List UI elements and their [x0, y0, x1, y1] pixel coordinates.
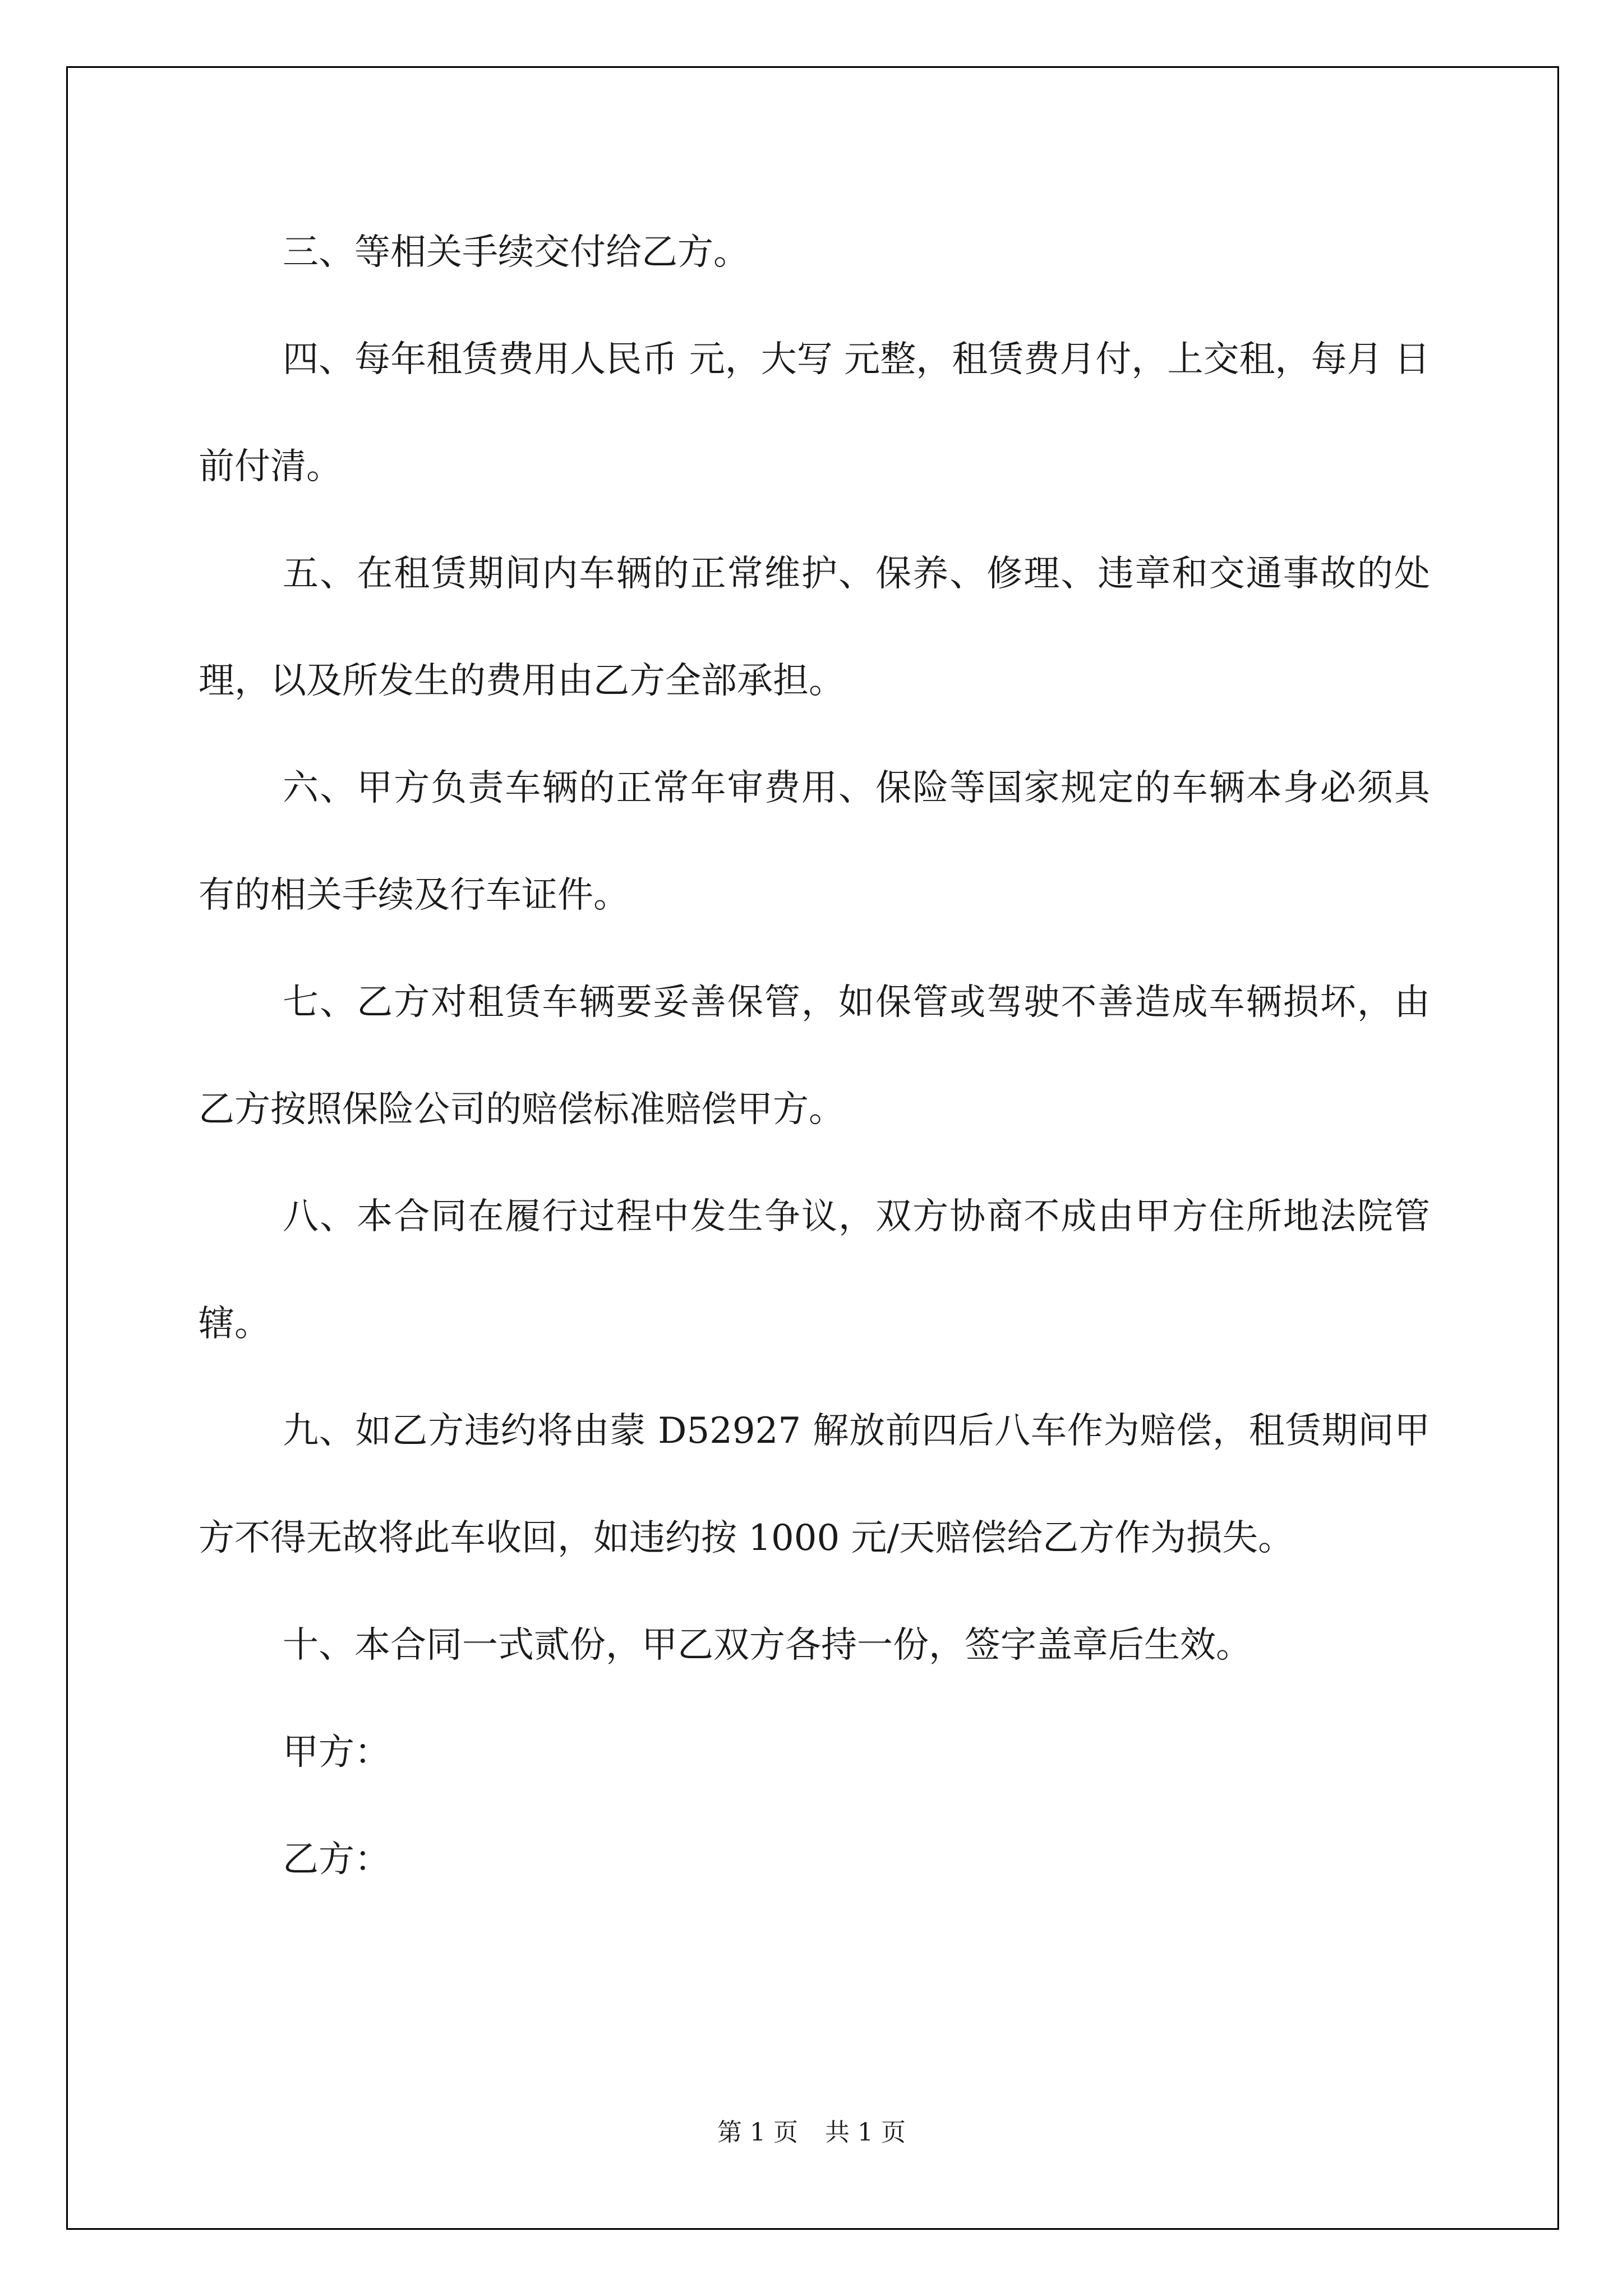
clause-4: 四、每年租赁费用人民币 元，大写 元整，租赁费月付，上交租，每月 日前付清。: [199, 339, 1430, 487]
document-body: [199, 199, 1430, 1913]
clause-7: 七、乙方对租赁车辆要妥善保管，如保管或驾驶不善造成车辆损坏，由乙方按照保险公司的赔偿标准赔偿甲方。: [199, 982, 1430, 1130]
clause-6: 六、甲方负责车辆的正常年审费用、保险等国家规定的车辆本身必须具有的相关手续及行车证件。: [199, 767, 1430, 916]
clause-10: 十、本合同一式贰份，甲乙双方各持一份，签字盖章后生效。: [283, 1625, 1252, 1666]
party-a-signature-line: 甲方：: [283, 1732, 390, 1773]
clause-3: 三、等相关手续交付给乙方。: [283, 232, 749, 273]
page-footer: [0, 2116, 1623, 2150]
clause-5: 五、在租赁期间内车辆的正常维护、保养、修理、违章和交通事故的处理，以及所发生的费用由乙方全部承担。: [199, 553, 1430, 702]
page-number-current: 第 1 页: [717, 2118, 798, 2147]
clause-8: 八、本合同在履行过程中发生争议，双方协商不成由甲方住所地法院管辖。: [199, 1196, 1430, 1345]
page-number-total: 共 1 页: [825, 2118, 906, 2147]
party-b-signature-line: 乙方：: [283, 1839, 390, 1880]
clause-9: 九、如乙方违约将由蒙 D52927 解放前四后八车作为赔偿，租赁期间甲方不得无故将此车收回，如违约按 1000 元/天赔偿给乙方作为损失。: [199, 1410, 1430, 1559]
